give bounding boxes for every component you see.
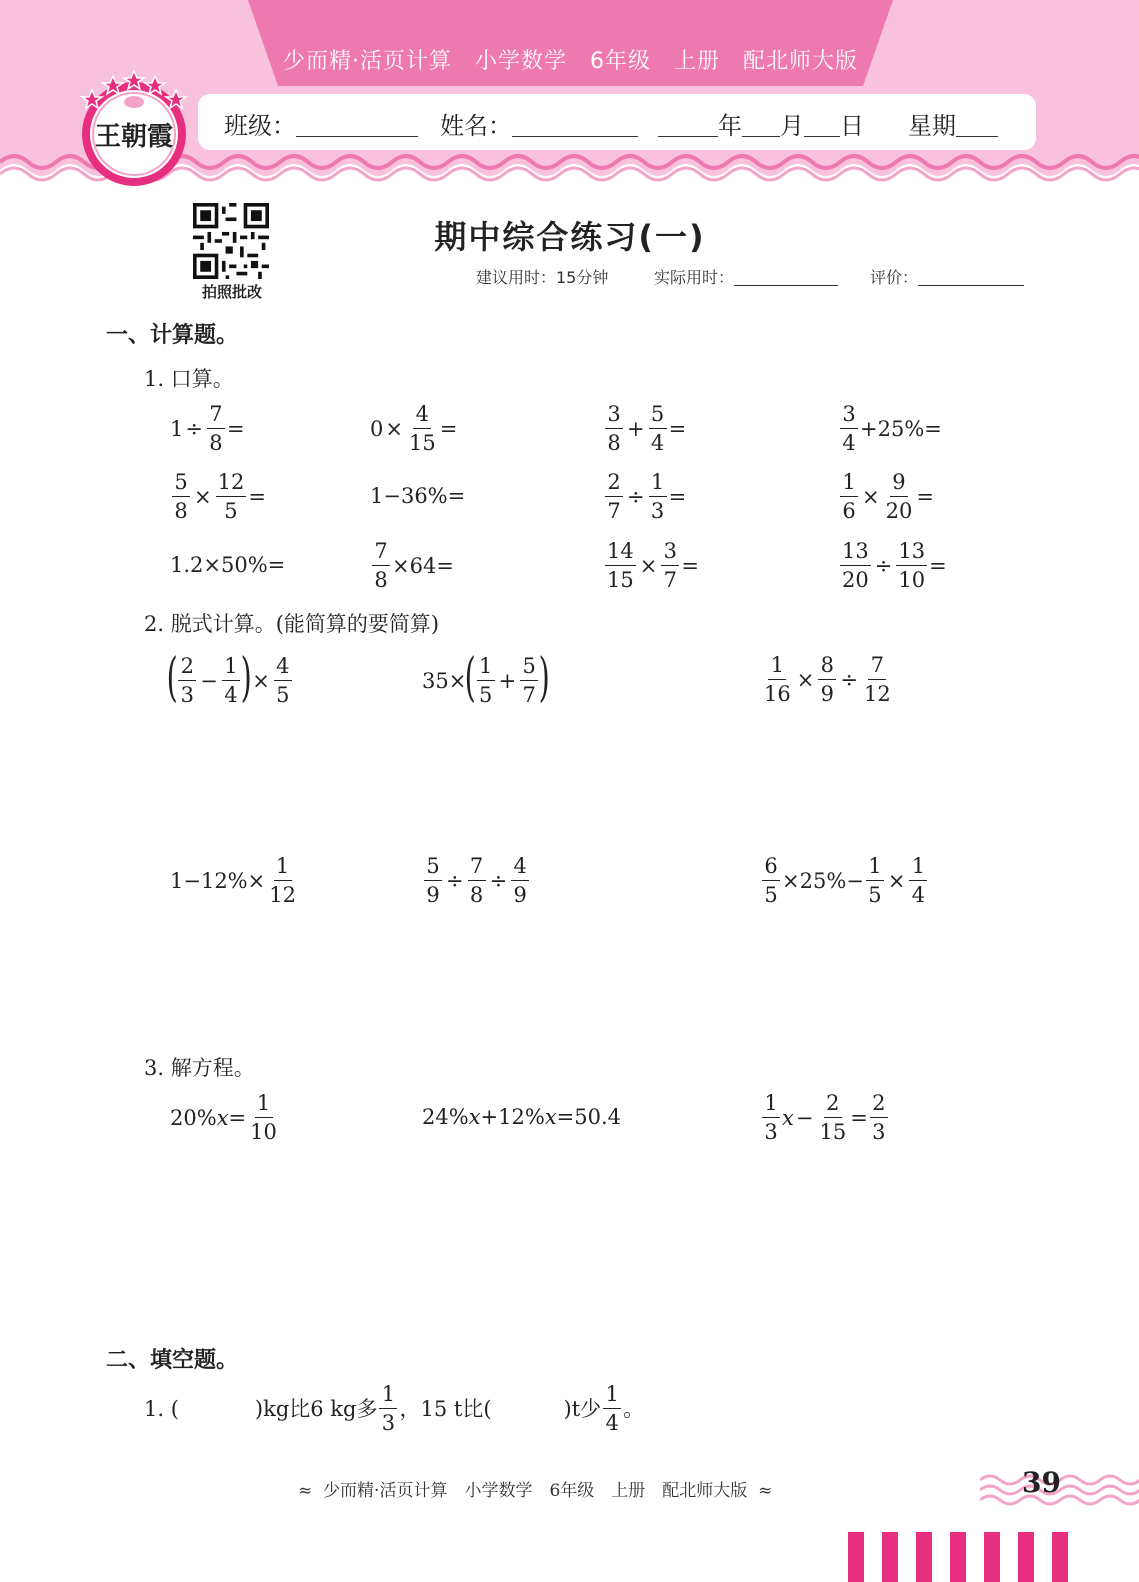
- edge-bar: [848, 1532, 864, 1582]
- oral-a3: $\frac{3}{8}$ + $\frac{5}{4}$ =: [603, 404, 686, 454]
- section-heading-fill-blank: 二、填空题。: [106, 1348, 239, 1373]
- oral-a1: 1 ÷ $\frac{7}{8}$ =: [170, 402, 245, 455]
- edge-bar: [984, 1532, 1000, 1582]
- page-number: 39: [1022, 1466, 1061, 1499]
- qr-caption: 拍照批改: [201, 283, 262, 301]
- oral-c3: $\frac{14}{15}$ × $\frac{3}{7}$ =: [607, 539, 699, 592]
- oral-a2: 0 × $\frac{4}{15}$ =: [370, 402, 458, 455]
- suggested-time: 建议用时：15分钟: [476, 268, 609, 287]
- fill-question-1: 1. ( )kg比6 kg多 $\frac{1}{3}$ ，15 t比( )t少 $\frac{1}{4}$ 。: [144, 1382, 645, 1435]
- equation-2: 24% x +12% x =50.4: [422, 1105, 622, 1129]
- equation-1: 20% x = $\frac{1}{10}$: [170, 1091, 277, 1144]
- question-stepwise: 2. 脱式计算。(能简算的要简算): [144, 612, 440, 636]
- step-p6: $\frac{6}{5}$ ×25%− $\frac{1}{5}$ × $\frac{1}{4}$: [760, 856, 929, 906]
- oral-a4: $\frac{3}{4}$ +25%=: [838, 404, 942, 454]
- actual-time-field[interactable]: 实际用时：: [654, 265, 838, 288]
- edge-bar: [916, 1532, 932, 1582]
- logo-text: 王朝霞: [94, 122, 173, 152]
- step-p5: $\frac{5}{9}$ ÷ $\frac{7}{8}$ ÷ $\frac{4}{9}$: [422, 856, 531, 906]
- oral-b4: $\frac{1}{6}$ × $\frac{9}{20}$ =: [838, 472, 934, 522]
- name-field[interactable]: 姓名：: [440, 106, 638, 141]
- oral-c2: $\frac{7}{8}$ ×64=: [370, 541, 454, 591]
- step-p1: ( $\frac{2}{3}$ − $\frac{1}{4}$ ) × $\frac{4}{5}$: [168, 655, 294, 707]
- edge-bar: [950, 1532, 966, 1582]
- footer-series: ≈ 少而精·活页计算 小学数学 6年级 上册 配北师大版 ≈: [298, 1481, 773, 1501]
- date-field[interactable]: 年 月 日: [658, 106, 864, 141]
- equation-3: $\frac{1}{3}$ x − $\frac{2}{15}$ = $\frac{2}{3}$: [760, 1093, 890, 1143]
- class-field[interactable]: 班级：: [224, 106, 418, 141]
- oral-b1: $\frac{5}{8}$ × $\frac{12}{5}$ =: [170, 472, 266, 522]
- edge-bar: [1018, 1532, 1034, 1582]
- series-title: 少而精·活页计算 小学数学 6年级 上册 配北师大版: [283, 49, 858, 74]
- section-heading-calculation: 一、计算题。: [106, 323, 239, 348]
- question-equations: 3. 解方程。: [144, 1056, 255, 1080]
- edge-bar: [882, 1532, 898, 1582]
- evaluation-field[interactable]: 评价：: [870, 265, 1024, 288]
- weekday-field[interactable]: 星期: [908, 106, 998, 141]
- qr-code[interactable]: [193, 203, 269, 279]
- edge-bar: [1052, 1532, 1068, 1582]
- page-title: 期中综合练习(一): [434, 218, 706, 256]
- oral-c1: 1.2×50%=: [170, 553, 286, 577]
- step-p3: $\frac{1}{16}$ × $\frac{8}{9}$ ÷ $\frac{7}{12}$: [764, 653, 891, 706]
- oral-b2: 1−36%=: [370, 484, 466, 508]
- step-p2: 35× ( $\frac{1}{5}$ + $\frac{5}{7}$ ): [422, 648, 550, 708]
- step-p4: 1−12%× $\frac{1}{12}$: [170, 854, 296, 907]
- oral-c4: $\frac{13}{20}$ ÷ $\frac{13}{10}$ =: [842, 539, 947, 592]
- question-oral: 1. 口算。: [144, 367, 234, 391]
- oral-b3: $\frac{2}{7}$ ÷ $\frac{1}{3}$ =: [603, 472, 686, 522]
